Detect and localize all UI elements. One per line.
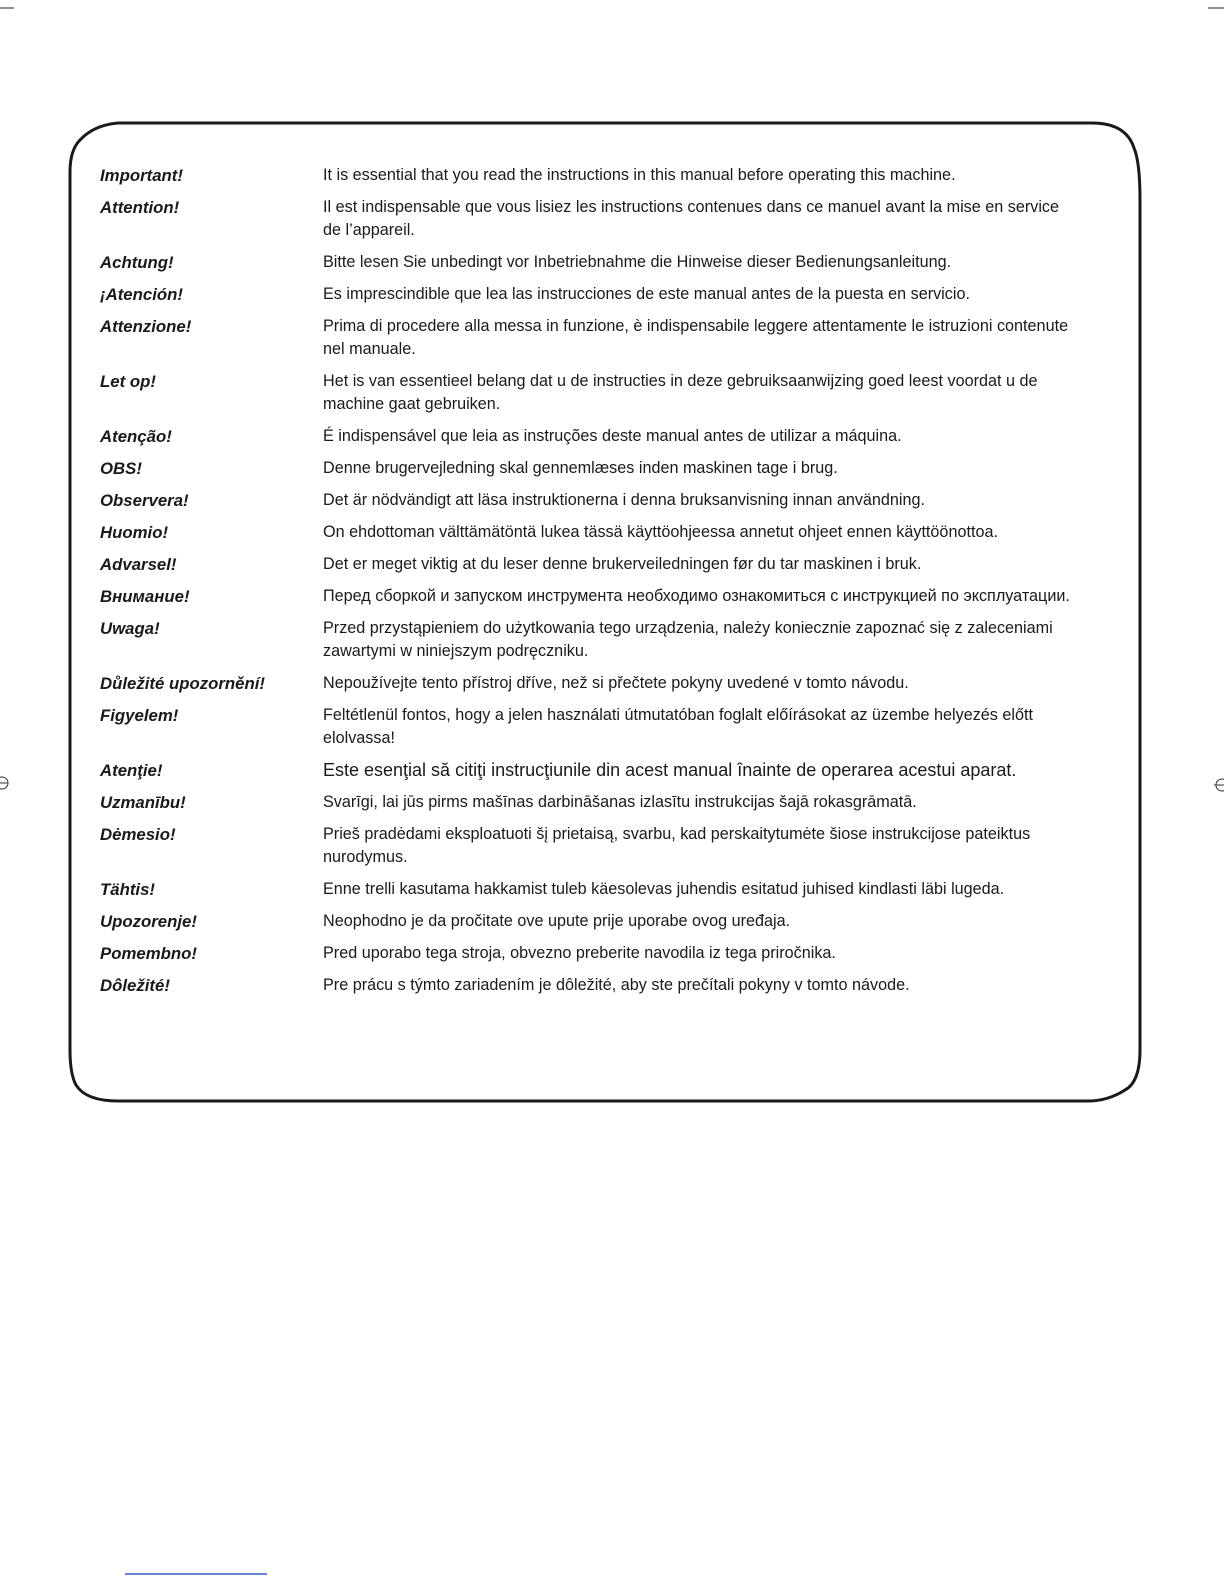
warning-label: Achtung! <box>100 253 174 272</box>
warning-label: Tähtis! <box>100 880 156 899</box>
warning-text: Feltétlenül fontos, hogy a jelen használati útmutatóban foglalt előírásokat az üzembe helyezés előtt elolvassa! <box>323 706 1033 747</box>
warning-row-it <box>100 315 1140 361</box>
warning-text: Neophodno je da pročitate ove upute prije uporabe ovog uređaja. <box>323 912 791 930</box>
warning-text: Pred uporabo tega stroja, obvezno preberite navodila iz tega priročnika. <box>323 944 836 962</box>
warning-text: Przed przystąpieniem do użytkowania tego urządzenia, należy koniecznie zapoznać się z zaleceniami zawartymi w niniejszym podręczniku. <box>323 619 1053 660</box>
warning-row-da <box>100 457 1140 480</box>
warning-label: Upozorenje! <box>100 912 197 931</box>
warning-row-pt <box>100 425 1140 448</box>
warning-row-sl <box>100 942 1140 965</box>
warning-label: Attenzione! <box>100 317 192 336</box>
warning-text: Nepoužívejte tento přístroj dříve, než si přečtete pokyny uvedené v tomto návodu. <box>323 674 909 692</box>
warning-list <box>100 164 1140 1006</box>
warning-text: Перед сборкой и запуском инструмента необходимо ознакомиться с инструкцией по эксплуатации. <box>323 587 1070 605</box>
warning-text: Es imprescindible que lea las instrucciones de este manual antes de la puesta en servicio. <box>323 285 970 303</box>
warning-label: Pomembno! <box>100 944 197 963</box>
warning-text: Det är nödvändigt att läsa instruktionerna i denna bruksanvisning innan användning. <box>323 491 926 509</box>
warning-label: Observera! <box>100 491 189 510</box>
warning-label: Uwaga! <box>100 619 160 638</box>
warning-row-no <box>100 553 1140 576</box>
warning-label: Atenção! <box>100 427 172 446</box>
warning-row-fr <box>100 196 1140 242</box>
warning-row-sv <box>100 489 1140 512</box>
warning-label: Attention! <box>100 198 180 217</box>
warning-text: Det er meget viktig at du leser denne brukerveiledningen før du tar maskinen i bruk. <box>323 555 922 573</box>
warning-text: Este esenţial să citiţi instrucţiunile din acest manual înainte de operarea acestui aparat. <box>323 760 1017 780</box>
warning-label: Důležité upozornění! <box>100 674 266 693</box>
warning-row-cs <box>100 672 1140 695</box>
warning-row-hu <box>100 704 1140 750</box>
warning-row-en <box>100 164 1140 187</box>
warning-row-hr <box>100 910 1140 933</box>
warning-text: Denne brugervejledning skal gennemlæses inden maskinen tage i brug. <box>323 459 838 477</box>
warning-label: Figyelem! <box>100 706 179 725</box>
warning-label: Dėmesio! <box>100 825 176 844</box>
warning-text: Het is van essentieel belang dat u de instructies in deze gebruiksaanwijzing goed leest voordat u de machine gaat gebruiken. <box>323 372 1038 413</box>
warning-row-ru <box>100 585 1140 608</box>
warning-label: Dôležité! <box>100 976 170 995</box>
warning-text: Prieš pradėdami eksploatuoti šį prietaisą, svarbu, kad perskaitytumėte šiose instrukcijose pateiktus nurodymus. <box>323 825 1031 866</box>
warning-label: Внимание! <box>100 587 190 606</box>
warning-row-nl <box>100 370 1140 416</box>
warning-text: Il est indispensable que vous lisiez les instructions contenues dans ce manuel avant la mise en service de l’appareil. <box>323 198 1060 239</box>
warning-row-et <box>100 878 1140 901</box>
warning-row-sk <box>100 974 1140 997</box>
warning-label: OBS! <box>100 459 142 478</box>
warning-label: Advarsel! <box>100 555 177 574</box>
warning-label: Let op! <box>100 372 156 391</box>
warning-label: Atenţie! <box>100 761 163 780</box>
warning-label: Important! <box>100 166 183 185</box>
warning-text: Svarīgi, lai jūs pirms mašīnas darbināšanas izlasītu instrukcijas šajā rokasgrāmatā. <box>323 793 917 811</box>
registration-mark-right <box>1214 779 1224 791</box>
registration-mark-left <box>0 777 8 789</box>
warning-row-fi <box>100 521 1140 544</box>
warning-text: É indispensável que leia as instruções deste manual antes de utilizar a máquina. <box>323 427 902 445</box>
warning-row-lv <box>100 791 1140 814</box>
warning-label: Huomio! <box>100 523 169 542</box>
warning-label: Uzmanību! <box>100 793 186 812</box>
warning-text: Bitte lesen Sie unbedingt vor Inbetriebnahme die Hinweise dieser Bedienungsanleitung. <box>323 253 952 271</box>
warning-row-lt <box>100 823 1140 869</box>
warning-text: It is essential that you read the instructions in this manual before operating this machine. <box>323 166 956 184</box>
warning-row-ro <box>100 759 1140 782</box>
warning-text: On ehdottoman välttämätöntä lukea tässä käyttöohjeessa annetut ohjeet ennen käyttöönottoa. <box>323 523 998 541</box>
warning-row-de <box>100 251 1140 274</box>
warning-text: Prima di procedere alla messa in funzione, è indispensabile leggere attentamente le istruzioni contenute nel manuale. <box>323 317 1069 358</box>
warning-text: Enne trelli kasutama hakkamist tuleb käesolevas juhendis esitatud juhised kindlasti läbi lugeda. <box>323 880 1005 898</box>
warning-row-pl <box>100 617 1140 663</box>
warning-text: Pre prácu s týmto zariadením je dôležité, aby ste prečítali pokyny v tomto návode. <box>323 976 910 994</box>
warning-label: ¡Atención! <box>100 285 183 304</box>
warning-row-es <box>100 283 1140 306</box>
